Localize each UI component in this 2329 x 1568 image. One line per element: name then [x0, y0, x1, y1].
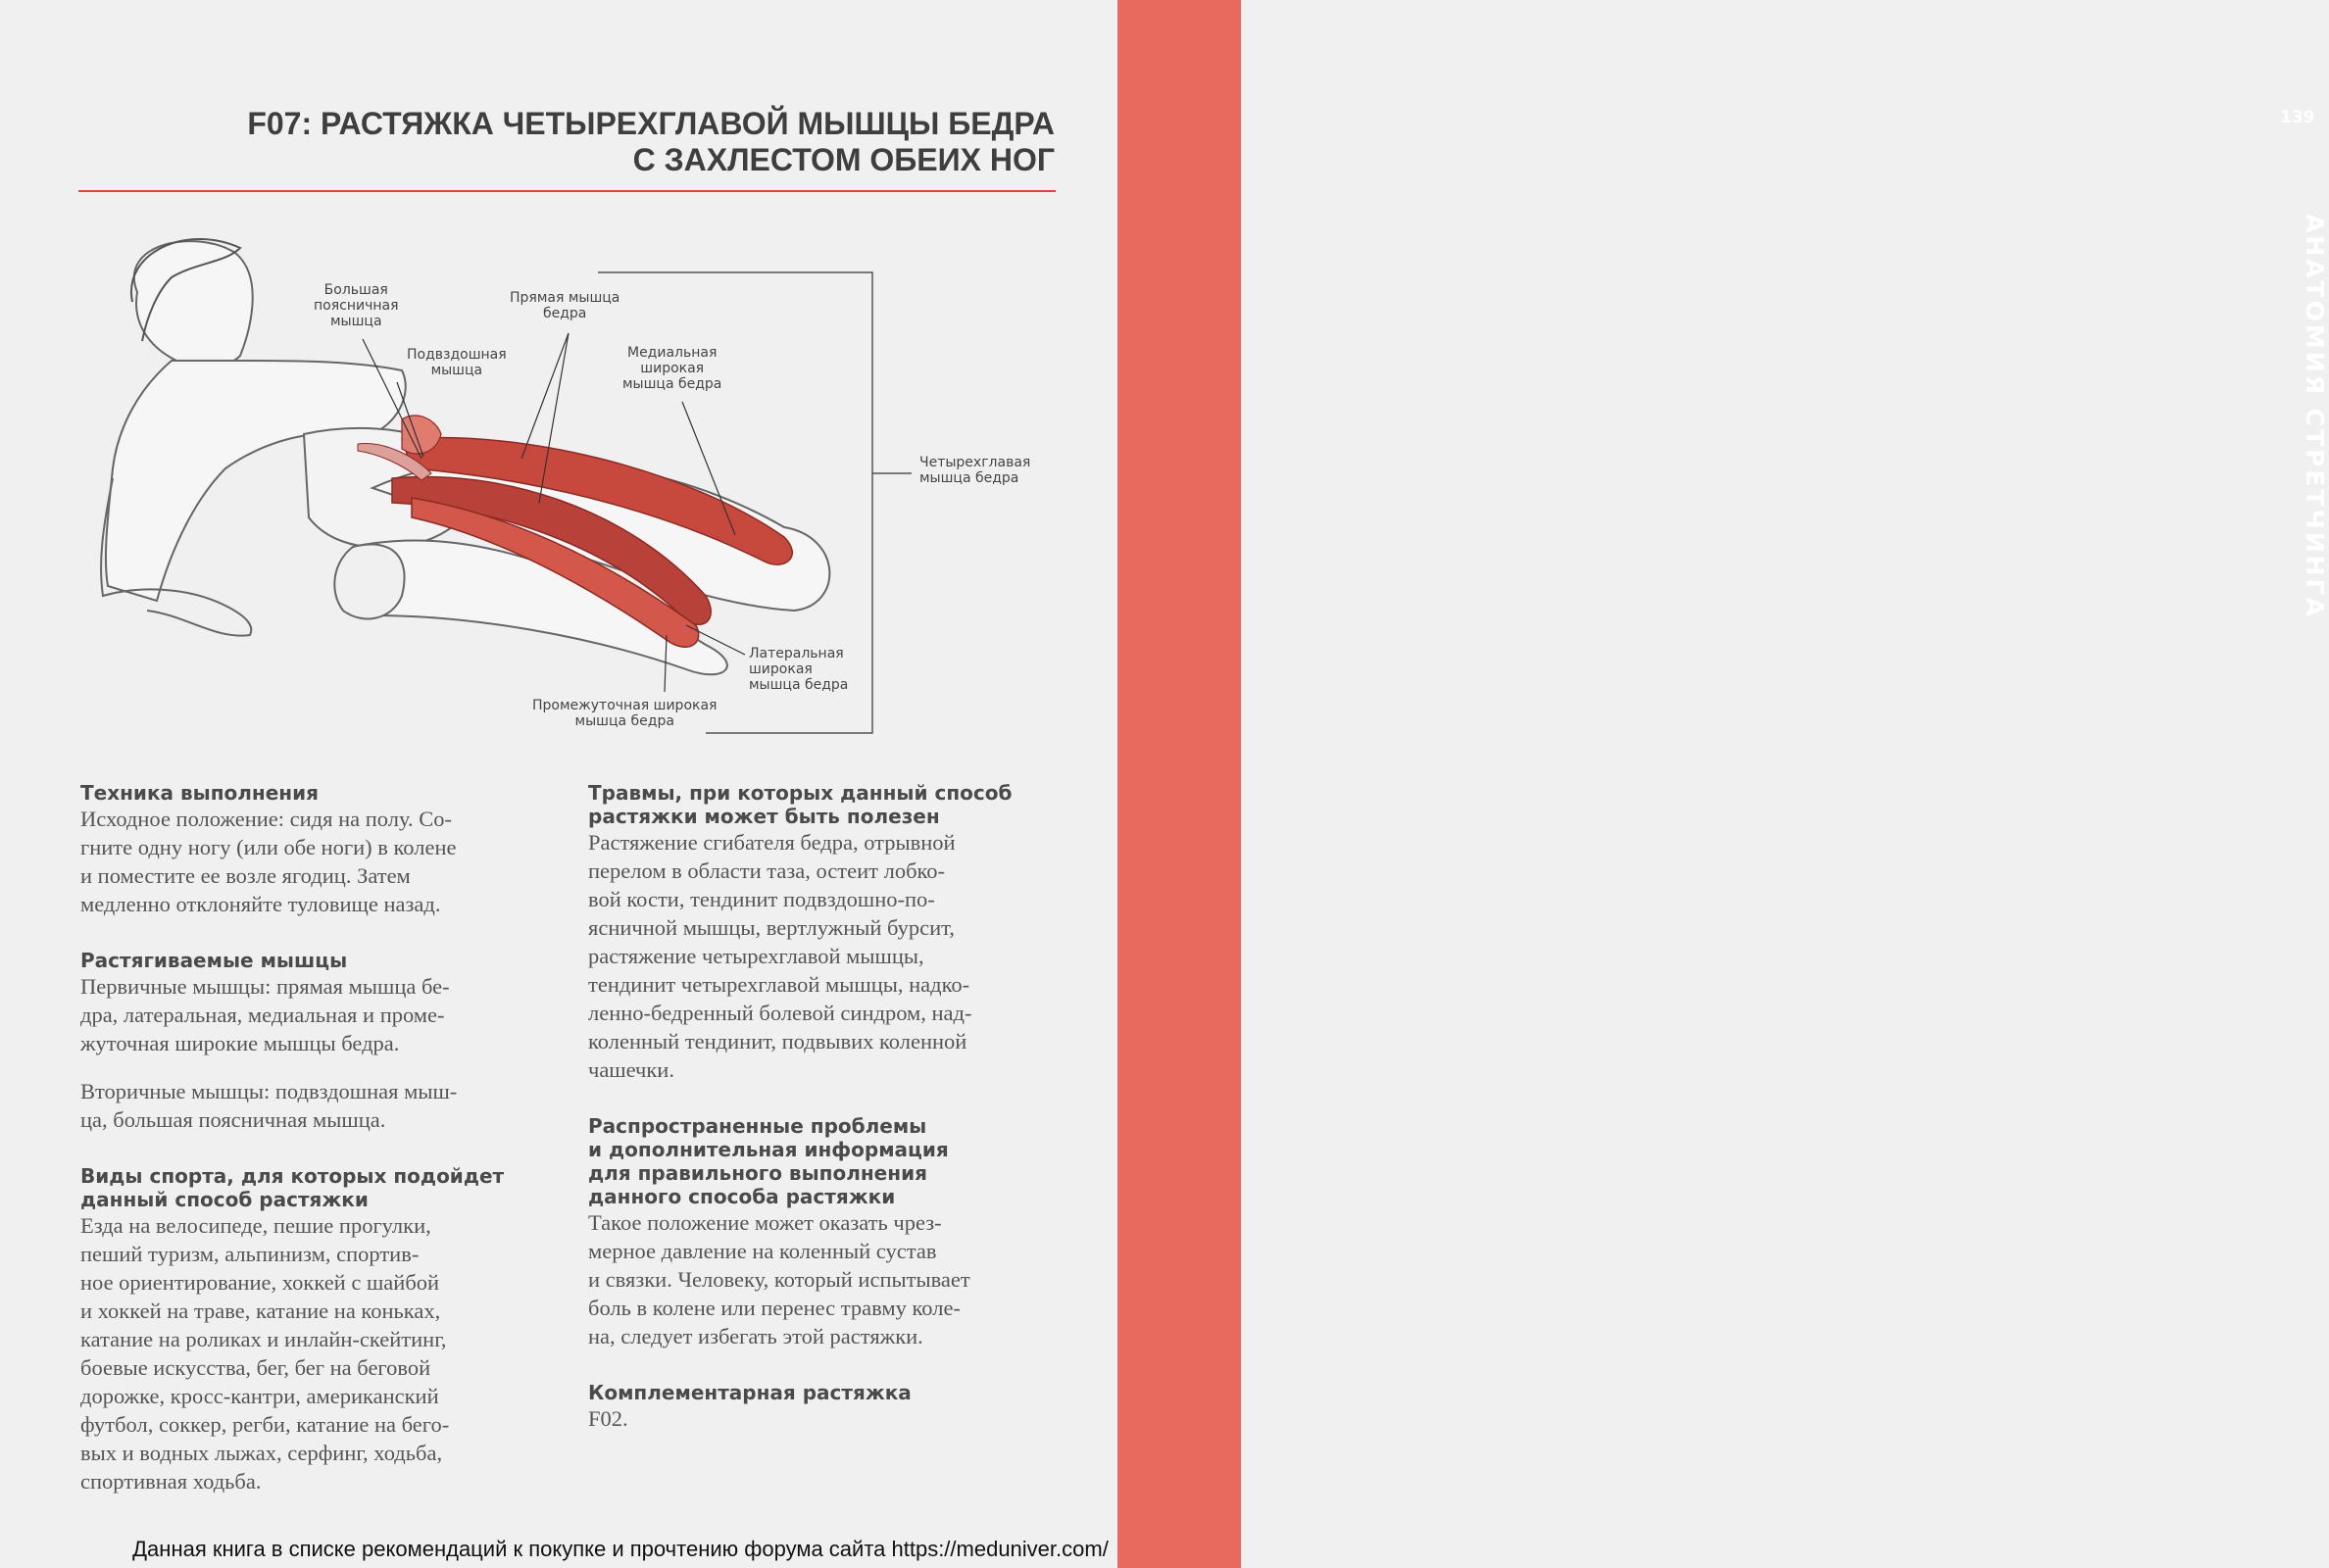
complementary-heading: Комплементарная растяжка — [588, 1381, 912, 1404]
foot-outline — [334, 544, 404, 618]
problems-text: Такое положение может оказать чрез- мерное давление на коленный сустав и связки. Человеку, который испытывает боль в колене или перенес травму коле- на, следует избегать этой растяжки. — [588, 1210, 970, 1348]
muscles-secondary-section — [80, 1077, 546, 1134]
muscles-heading: Растягиваемые мышцы — [80, 949, 348, 972]
muscles-primary-text: Первичные мышцы: прямая мышца бе- дра, латеральная, медиальная и проме- жуточная широкие мышцы бедра. — [80, 974, 450, 1055]
head-outline — [134, 241, 253, 368]
problems-heading: Распространенные проблемы и дополнительная информация для правильного выполнения данного способа растяжки — [588, 1114, 949, 1208]
label-quadriceps: Четырехглавая мышца бедра — [919, 455, 1031, 486]
footer-note: Данная книга в списке рекомендаций к покупке и прочтению форума сайта https://meduniver.com/ — [132, 1537, 1109, 1561]
label-vastus-intermedius: Промежуточная широкая мышца бедра — [532, 698, 718, 729]
sports-text: Езда на велосипеде, пешие прогулки, пеший туризм, альпинизм, спортив- ное ориентирование, хоккей с шайбой и хоккей на траве, катание на коньках, катание на роликах и инлайн-скейтинг, боевые искусства, бег, бег на беговой дорожке, кросс-кантри, американский футбол, соккер, регби, катание на бего- вых и водных лыжах, серфинг, ходьба, спортивная ходьба. — [80, 1213, 450, 1494]
technique-section — [80, 781, 546, 918]
anatomy-illustration — [78, 223, 1088, 753]
label-iliacus: Подвздошная мышца — [407, 347, 507, 378]
muscles-secondary-text: Вторичные мышцы: подвздошная мыш- ца, большая поясничная мышца. — [80, 1079, 458, 1132]
page-title: F07: РАСТЯЖКА ЧЕТЫРЕХГЛАВОЙ МЫШЦЫ БЕДРА С ЗАХЛЕСТОМ ОБЕИХ НОГ — [247, 106, 1055, 177]
muscles-section — [80, 949, 546, 1057]
title-divider — [78, 190, 1056, 192]
sports-section — [80, 1164, 546, 1495]
label-psoas: Большая поясничная мышца — [314, 282, 399, 329]
label-vastus-lateralis: Латеральная широкая мышца бедра — [749, 646, 849, 693]
section-title: АНАТОМИЯ СТРЕТЧИНГА — [2301, 214, 2329, 619]
sidebar — [1117, 0, 2329, 1568]
injuries-section — [588, 781, 1054, 1084]
injuries-text: Растяжение сгибателя бедра, отрывной перелом в области таза, остеит лобко- вой кости, тендинит подвздошно-по- ясничной мышцы, вертлужный бурсит, растяжение четырехглавой мышцы, тендинит четырехглавой мышцы, надко- ленно-бедренный болевой синдром, над- коленный тендинит, подвывих коленной чашечки. — [588, 830, 972, 1082]
technique-text: Исходное положение: сидя на полу. Со- гните одну ногу (или обе ноги) в колене и поместите ее возле ягодиц. Затем медленно отклоняйте туловище назад. — [80, 807, 457, 916]
technique-heading: Техника выполнения — [80, 781, 319, 805]
left-column — [80, 781, 546, 1526]
sports-heading: Виды спорта, для которых подойдет данный способ растяжки — [80, 1164, 505, 1211]
problems-section — [588, 1114, 1054, 1350]
label-vastus-medialis: Медиальная широкая мышца бедра — [622, 345, 722, 392]
right-column — [588, 781, 1054, 1463]
complementary-text: F02. — [588, 1406, 628, 1431]
label-rectus-femoris: Прямая мышца бедра — [510, 290, 620, 321]
page-number: 139 — [2280, 108, 2315, 127]
complementary-section — [588, 1381, 1054, 1433]
injuries-heading: Травмы, при которых данный способ растяжки может быть полезен — [588, 781, 1013, 828]
